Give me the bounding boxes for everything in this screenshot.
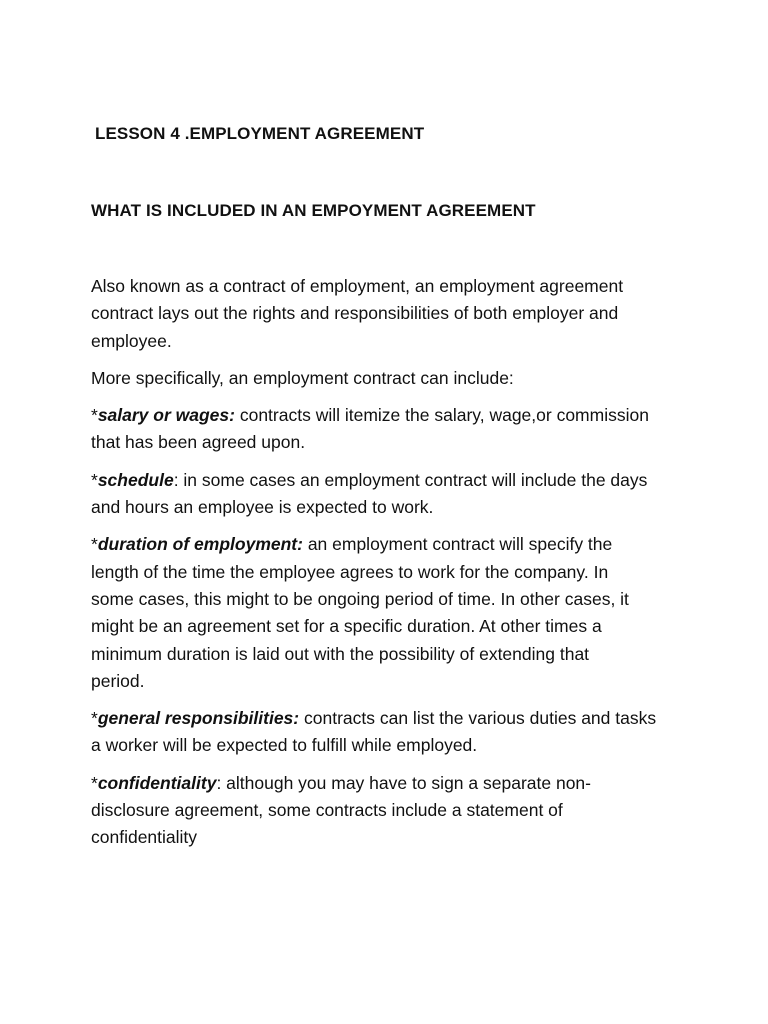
document-body — [91, 273, 691, 862]
item-text: confidentiality — [91, 827, 198, 848]
lead-in-paragraph — [91, 365, 691, 392]
list-item-confidentiality — [91, 770, 691, 852]
item-text: a worker will be expected to fulfill while employed. — [91, 735, 478, 756]
item-term-colon: : — [229, 405, 235, 426]
bullet-marker: * — [91, 405, 98, 426]
item-term: salary or wages — [97, 405, 230, 426]
item-text: an employment contract will specify the — [302, 534, 613, 555]
item-text: period. — [91, 670, 145, 691]
item-text: : in some cases an employment contract will include the days — [173, 469, 648, 490]
item-text: minimum duration is laid out with the possibility of extending that — [91, 643, 590, 664]
item-term: general responsibilities: — [97, 708, 300, 729]
section-heading: WHAT IS INCLUDED IN AN EMPOYMENT AGREEMENT — [91, 201, 536, 220]
intro-paragraph — [91, 273, 691, 355]
item-text: that has been agreed upon. — [91, 432, 306, 453]
lead-in-text: More specifically, an employment contract can include: — [91, 367, 514, 388]
item-term: schedule — [97, 469, 174, 490]
bullet-marker: * — [91, 534, 98, 555]
intro-line: Also known as a contract of employment, an employment agreement — [91, 276, 624, 296]
bullet-marker: * — [91, 469, 98, 490]
list-item-duration — [91, 531, 691, 695]
item-text: disclosure agreement, some contracts include a statement of — [91, 800, 563, 821]
item-text: contracts will itemize the salary, wage,or commission — [234, 405, 649, 426]
item-text: some cases, this might to be ongoing period of time. In other cases, it — [91, 588, 629, 609]
list-item-responsibilities — [91, 705, 691, 760]
intro-line: employee. — [91, 330, 172, 351]
item-text: length of the time the employee agrees to work for the company. In — [91, 561, 609, 582]
item-text: : although you may have to sign a separate non- — [216, 772, 591, 793]
bullet-marker: * — [91, 772, 98, 793]
intro-line: contract lays out the rights and responsibilities of both employer and — [91, 303, 619, 324]
item-term: duration of employment: — [97, 534, 303, 555]
item-text: contracts can list the various duties and tasks — [299, 708, 657, 729]
lesson-title: LESSON 4 .EMPLOYMENT AGREEMENT — [95, 124, 425, 143]
bullet-marker: * — [91, 708, 98, 729]
list-item-schedule — [91, 467, 691, 522]
item-text: might be an agreement set for a specific duration. At other times a — [91, 616, 602, 637]
list-item-salary — [91, 402, 691, 457]
item-text: and hours an employee is expected to work. — [91, 497, 434, 518]
item-term: confidentiality — [97, 772, 217, 793]
